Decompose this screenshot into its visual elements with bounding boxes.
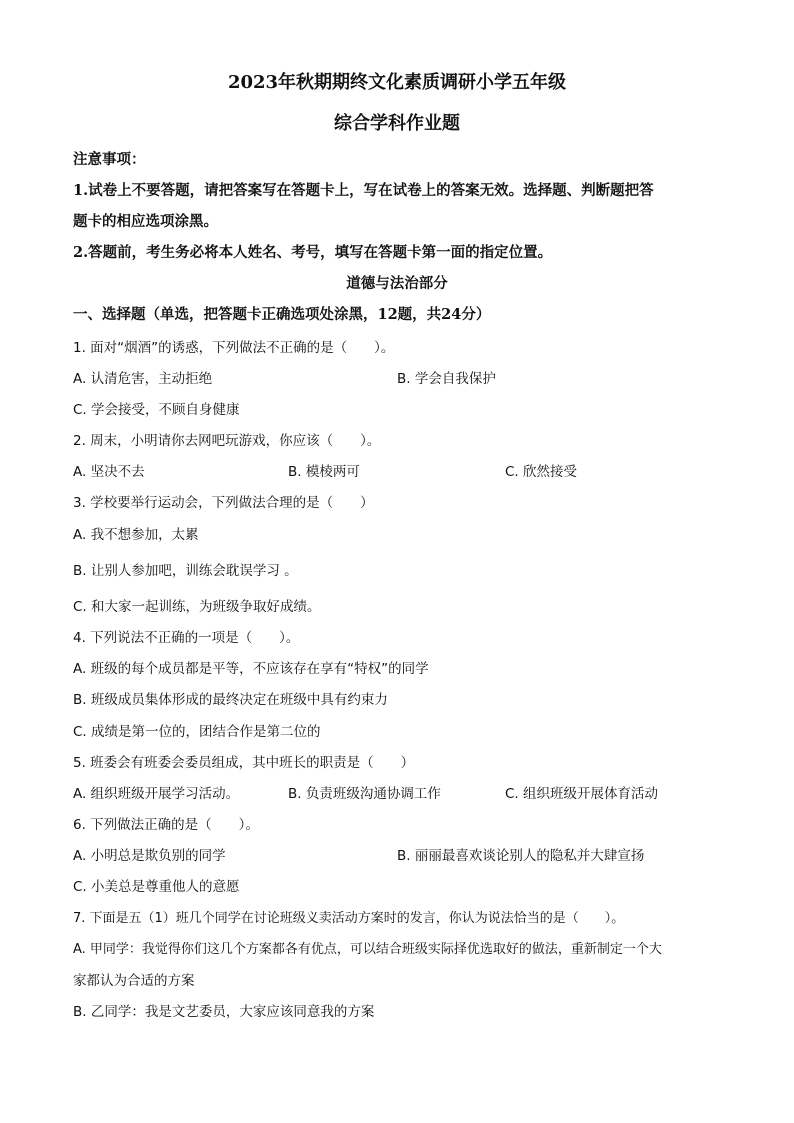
question-7-option-a-line1: A. 甲同学：我觉得你们这几个方案都各有优点，可以结合班级实际择优选取好的做法，重新制定一个大 bbox=[73, 942, 662, 957]
question-6-option-a: A. 小明总是欺负别的同学 bbox=[73, 848, 226, 864]
question-3-option-b: B. 让别人参加吧，训练会耽误学习 。 bbox=[73, 563, 298, 579]
question-3-option-a: A. 我不想参加，太累 bbox=[73, 527, 199, 543]
question-2-stem: 2. 周末，小明请你去网吧玩游戏，你应该（ ）。 bbox=[73, 433, 381, 449]
question-3-stem: 3. 学校要举行运动会，下列做法合理的是（ ） bbox=[73, 495, 374, 511]
question-1-stem: 1. 面对“烟酒”的诱惑，下列做法不正确的是（ ）。 bbox=[73, 340, 395, 356]
question-6-stem: 6. 下列做法正确的是（ ）。 bbox=[73, 817, 259, 833]
note-item-2: 2.答题前，考生务必将本人姓名、考号，填写在答题卡第一面的指定位置。 bbox=[73, 244, 553, 261]
question-4-stem: 4. 下列说法不正确的一项是（ ）。 bbox=[73, 630, 300, 646]
question-2-option-c: C. 欣然接受 bbox=[505, 464, 578, 480]
question-4-option-c: C. 成绩是第一位的，团结合作是第二位的 bbox=[73, 724, 321, 740]
question-2-option-b: B. 模棱两可 bbox=[288, 464, 360, 480]
question-5-option-a: A. 组织班级开展学习活动。 bbox=[73, 786, 240, 802]
question-2-option-a: A. 坚决不去 bbox=[73, 464, 145, 480]
exam-title-line1: 2023年秋期期终文化素质调研小学五年级 bbox=[227, 72, 567, 93]
question-6-option-b: B. 丽丽最喜欢谈论别人的隐私并大肆宣扬 bbox=[397, 848, 645, 864]
question-7-option-a-line2: 家都认为合适的方案 bbox=[73, 973, 195, 989]
question-5-stem: 5. 班委会有班委会委员组成，其中班长的职责是（ ） bbox=[73, 755, 415, 771]
question-1-option-a: A. 认清危害，主动拒绝 bbox=[73, 371, 213, 387]
exam-title-line2: 综合学科作业题 bbox=[334, 113, 460, 134]
question-4-option-b: B. 班级成员集体形成的最终决定在班级中具有约束力 bbox=[73, 692, 388, 708]
notes-heading: 注意事项： bbox=[73, 151, 146, 168]
question-5-option-c: C. 组织班级开展体育活动 bbox=[505, 786, 659, 802]
question-3-option-c: C. 和大家一起训练，为班级争取好成绩。 bbox=[73, 599, 321, 615]
note-item-1-line2: 题卡的相应选项涂黑。 bbox=[73, 213, 218, 230]
note-item-1-line1: 1.试卷上不要答题，请把答案写在答题卡上，写在试卷上的答案无效。选择题、判断题把答 bbox=[73, 182, 654, 199]
part-title: 道德与法治部分 bbox=[346, 275, 448, 292]
question-1-option-c: C. 学会接受，不顾自身健康 bbox=[73, 402, 240, 418]
question-1-option-b: B. 学会自我保护 bbox=[397, 371, 496, 387]
section-heading: 一、选择题（单选，把答题卡正确选项处涂黑，12题，共24分） bbox=[73, 306, 491, 323]
question-7-stem: 7. 下面是五（1）班几个同学在讨论班级义卖活动方案时的发言，你认为说法恰当的是（ ）。 bbox=[73, 911, 625, 926]
question-6-option-c: C. 小美总是尊重他人的意愿 bbox=[73, 879, 240, 895]
question-4-option-a: A. 班级的每个成员都是平等，不应该存在享有“特权”的同学 bbox=[73, 661, 429, 677]
question-7-option-b: B. 乙同学：我是文艺委员，大家应该同意我的方案 bbox=[73, 1004, 375, 1020]
question-5-option-b: B. 负责班级沟通协调工作 bbox=[288, 786, 441, 802]
